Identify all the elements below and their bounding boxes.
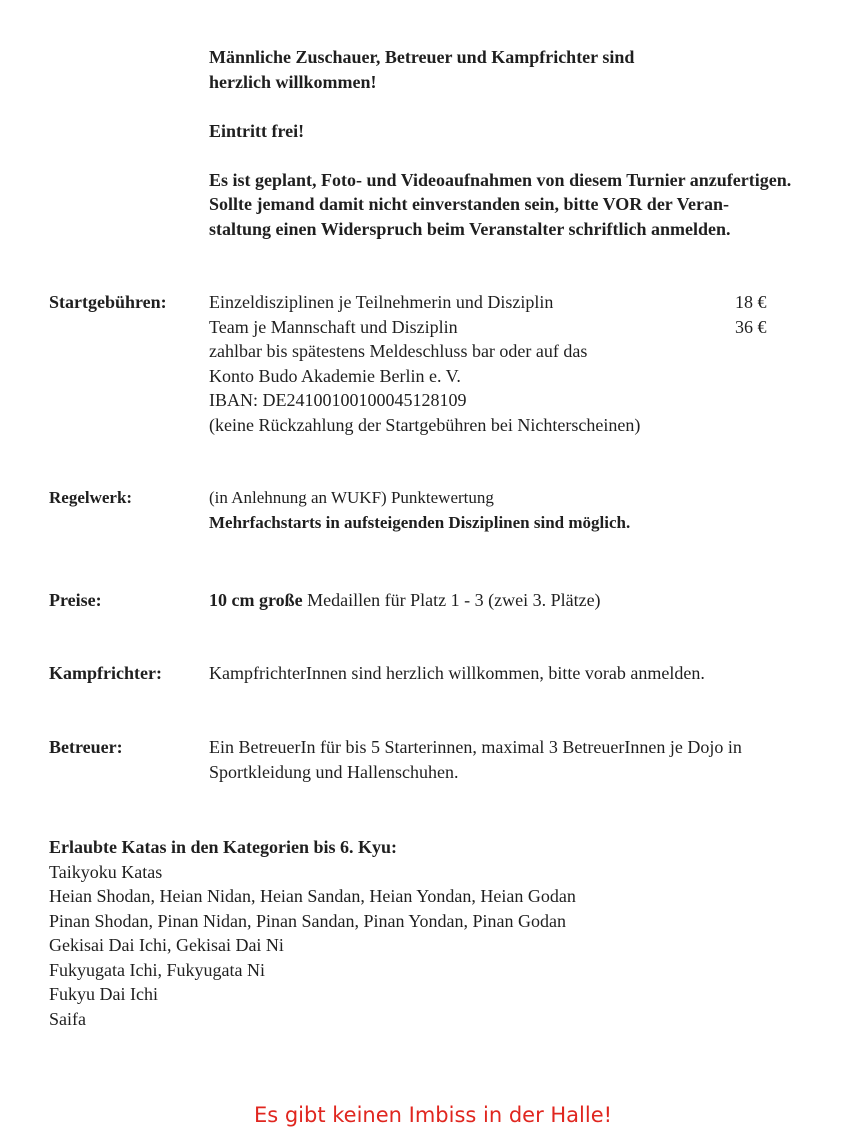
kata-list-item: Taikyoku Katas (49, 861, 163, 882)
payment-info: zahlbar bis spätestens Meldeschluss bar oder auf das (209, 341, 588, 361)
fee-item-amount: 36 € (735, 316, 767, 337)
referees-label: Kampfrichter: (49, 663, 162, 683)
prizes-size: 10 cm große (209, 590, 303, 610)
fee-item-single (209, 290, 829, 315)
fees-label: Startgebühren: (49, 292, 167, 312)
rules-label: Regelwerk: (49, 488, 133, 507)
no-snack-notice: Es gibt keinen Imbiss in der Halle! (253, 1103, 613, 1127)
kata-list-item: Heian Shodan, Heian Nidan, Heian Sandan, Heian Yondan, Heian Godan (49, 886, 576, 906)
kata-list-item: Fukyu Dai Ichi (49, 984, 158, 1004)
fee-item-text: Einzeldisziplinen je Teilnehmerin und Disziplin (209, 292, 554, 312)
kata-list-item: Gekisai Dai Ichi, Gekisai Dai Ni (49, 935, 284, 955)
rules-scoring: (in Anlehnung an WUKF) Punktewertung (209, 488, 494, 507)
kata-list-item: Saifa (49, 1008, 86, 1029)
rules-multiple-starts: Mehrfachstarts in aufsteigenden Disziplinen sind möglich. (209, 512, 631, 532)
coaches-text-line1: Ein BetreuerIn für bis 5 Starterinnen, maximal 3 BetreuerInnen je Dojo in (209, 737, 742, 757)
referees-content (209, 661, 829, 686)
katas-section (49, 835, 829, 1031)
coaches-content (209, 735, 829, 784)
prizes-text: Medaillen für Platz 1 - 3 (zwei 3. Plätze) (302, 590, 601, 610)
payment-iban: IBAN: DE24100100100045128109 (209, 390, 467, 410)
kata-list-item: Pinan Shodan, Pinan Nidan, Pinan Sandan, Pinan Yondan, Pinan Godan (49, 910, 566, 931)
fees-content (209, 290, 829, 437)
no-refund-note: (keine Rückzahlung der Startgebühren bei Nichterscheinen) (209, 414, 641, 435)
kata-list-item: Fukyugata Ichi, Fukyugata Ni (49, 959, 265, 980)
prizes-content (209, 588, 829, 613)
photo-note: Es ist geplant, Foto- und Videoaufnahmen von diesem Turnier anzufertigen. Sollte jemand damit nicht einverstanden sein, bitte VOR der Veran- staltung einen Widerspruch beim Veranstalter schriftlich anmelden. (209, 169, 792, 239)
fee-item-amount: 18 € (735, 292, 767, 312)
referees-text: KampfrichterInnen sind herzlich willkommen, bitte vorab anmelden. (209, 663, 705, 683)
fee-item-text: Team je Mannschaft und Disziplin (209, 316, 458, 337)
prizes-label: Preise: (49, 590, 102, 610)
fee-item-team (209, 315, 829, 340)
coaches-label: Betreuer: (49, 737, 123, 757)
rules-content (209, 486, 829, 535)
payment-account: Konto Budo Akademie Berlin e. V. (209, 365, 461, 386)
intro-section (209, 45, 849, 241)
katas-heading: Erlaubte Katas in den Kategorien bis 6. Kyu: (49, 837, 398, 857)
spectators-note: Männliche Zuschauer, Betreuer und Kampfrichter sind herzlich willkommen! (209, 47, 635, 92)
coaches-text-line2: Sportkleidung und Hallenschuhen. (209, 761, 459, 782)
entry-note: Eintritt frei! (209, 120, 305, 141)
